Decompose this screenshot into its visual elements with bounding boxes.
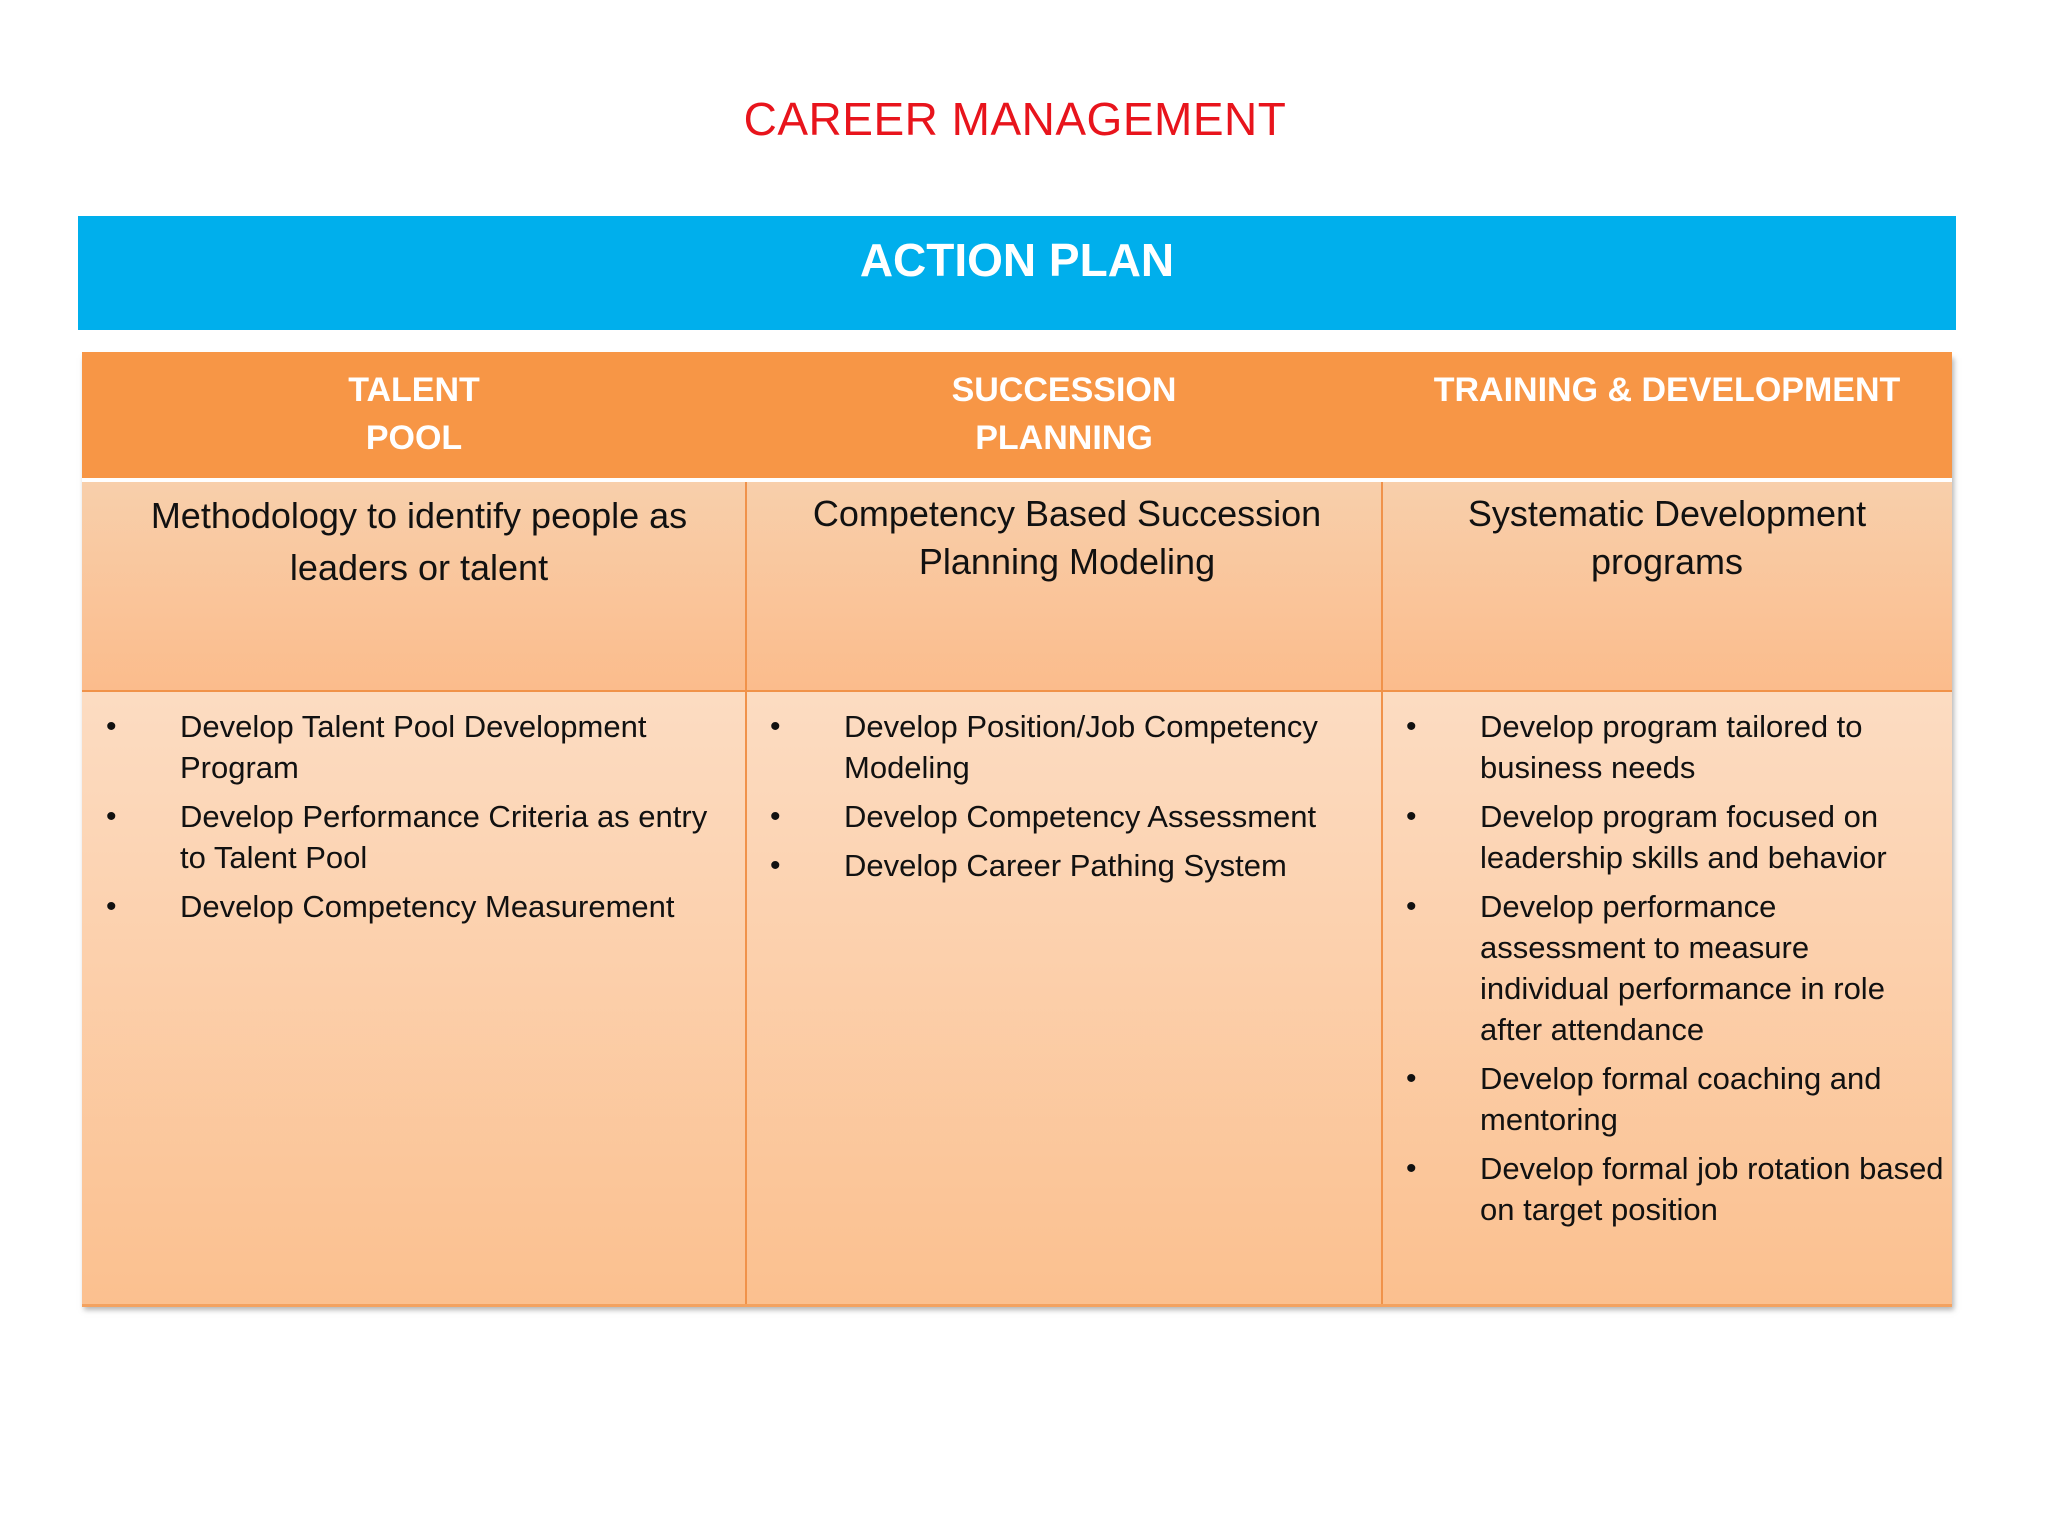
bullet-icon: • [770, 849, 781, 882]
list-item [1406, 706, 1946, 788]
list-item [770, 796, 1370, 837]
list-item-text: Develop formal coaching and mentoring [1480, 1061, 1882, 1137]
list-item-text: Develop Career Pathing System [844, 848, 1287, 883]
action-plan-banner [78, 216, 1956, 330]
header-training-development: TRAINING & DEVELOPMENT [1433, 371, 1901, 409]
succession-planning-list [770, 706, 1370, 894]
list-item [1406, 886, 1946, 1050]
summary-row [82, 482, 1952, 692]
list-item-text: Develop Competency Measurement [180, 889, 675, 924]
table-header-row [82, 352, 1952, 482]
list-item-text: Develop Talent Pool Development Program [180, 709, 647, 785]
list-item-text: Develop Competency Assessment [844, 799, 1317, 834]
list-item-text: Develop program tailored to business needs [1480, 709, 1863, 785]
header-talent-pool: TALENT POOL [348, 371, 480, 457]
bullet-icon: • [1406, 800, 1417, 833]
list-item [106, 796, 728, 878]
list-item-text: Develop Position/Job Competency Modeling [844, 709, 1318, 785]
list-item-text: Develop Performance Criteria as entry to Talent Pool [180, 799, 708, 875]
list-item [1406, 1148, 1946, 1230]
summary-talent-pool: Methodology to identify people as leaders or talent [150, 495, 688, 588]
detail-row [82, 692, 1952, 1307]
bullet-icon: • [1406, 710, 1417, 743]
column-divider [745, 482, 747, 1304]
summary-succession-planning: Competency Based Succession Planning Modeling [812, 493, 1322, 582]
list-item [106, 706, 728, 788]
list-item-text: Develop formal job rotation based on target position [1480, 1151, 1944, 1227]
list-item [770, 706, 1370, 788]
list-item [770, 845, 1370, 886]
bullet-icon: • [1406, 1062, 1417, 1095]
bullet-icon: • [1406, 890, 1417, 923]
bullet-icon: • [106, 800, 117, 833]
action-plan-table [82, 352, 1952, 1304]
list-item [106, 886, 728, 927]
summary-training-development: Systematic Development programs [1467, 493, 1867, 582]
list-item [1406, 1058, 1946, 1140]
header-succession-planning: SUCCESSION PLANNING [951, 371, 1177, 457]
banner-title: ACTION PLAN [859, 234, 1175, 286]
talent-pool-list [106, 706, 728, 935]
page-title: CAREER MANAGEMENT [743, 93, 1287, 145]
list-item-text: Develop program focused on leadership skills and behavior [1480, 799, 1887, 875]
list-item [1406, 796, 1946, 878]
list-item-text: Develop performance assessment to measure individual performance in role after attendance [1480, 889, 1885, 1047]
column-divider [1381, 482, 1383, 1304]
bullet-icon: • [106, 710, 117, 743]
bullet-icon: • [106, 890, 117, 923]
bullet-icon: • [1406, 1152, 1417, 1185]
bullet-icon: • [770, 710, 781, 743]
bullet-icon: • [770, 800, 781, 833]
training-development-list [1406, 706, 1946, 1238]
